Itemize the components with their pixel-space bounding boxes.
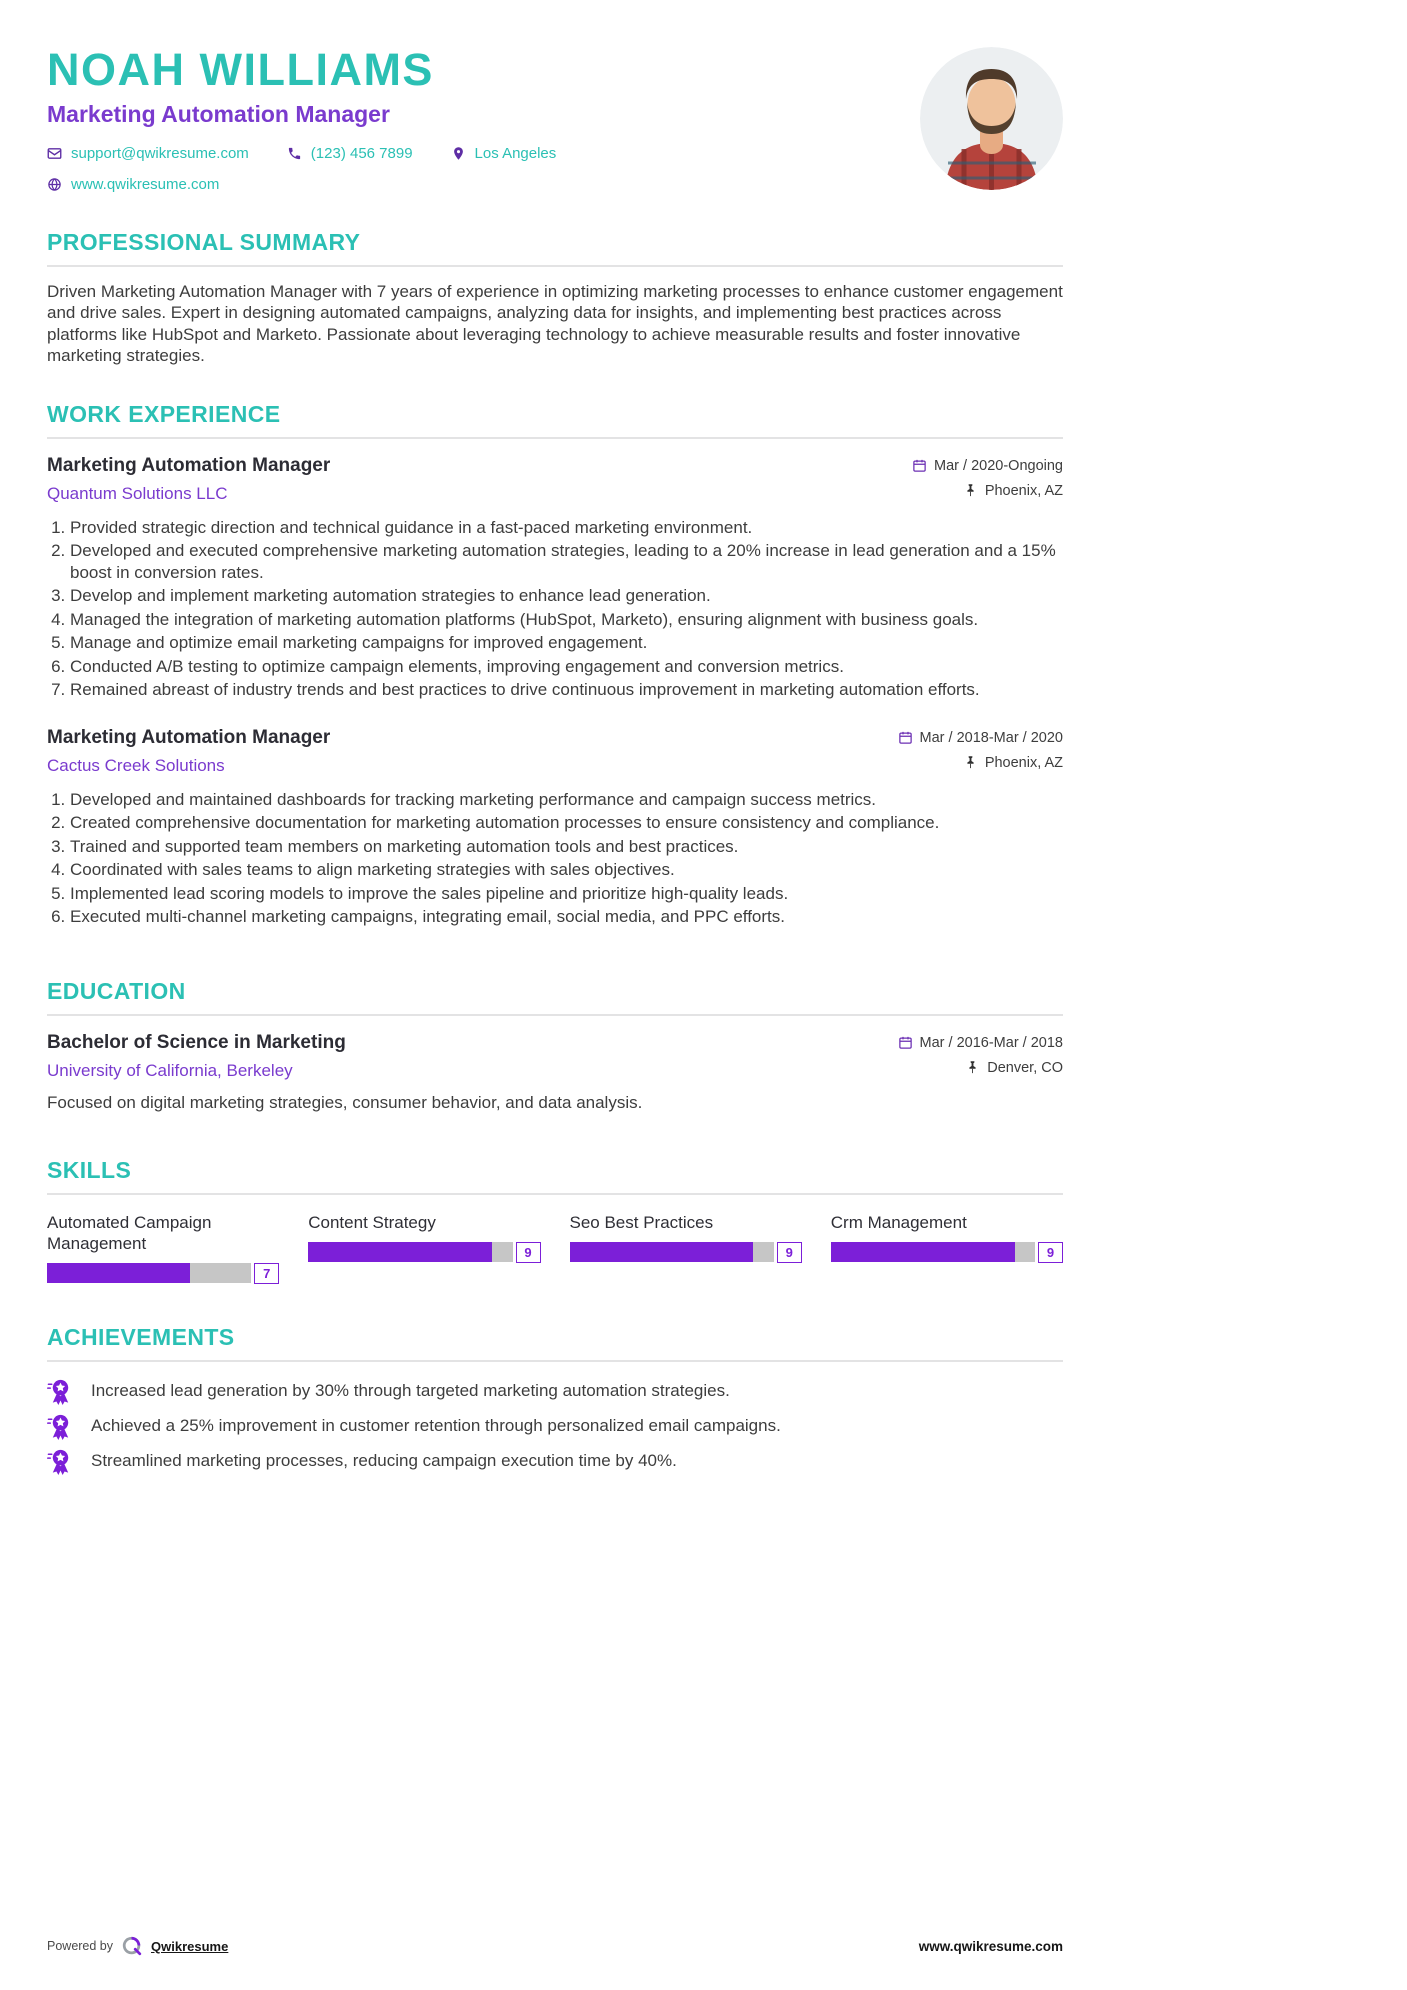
education-dates-text: Mar / 2016-Mar / 2018 [919, 1034, 1063, 1051]
award-badge-icon [47, 1378, 74, 1405]
website-link[interactable]: www.qwikresume.com [71, 175, 220, 193]
calendar-icon [912, 458, 927, 473]
section-divider [47, 265, 1063, 267]
contact-email [47, 145, 249, 162]
section-education [47, 978, 1063, 1113]
email-link[interactable]: support@qwikresume.com [71, 144, 249, 162]
skill-bar [308, 1242, 540, 1263]
job-meta [912, 455, 1063, 499]
job-bullets [47, 789, 1063, 928]
education-location [898, 1060, 1063, 1076]
experience-heading: WORK EXPERIENCE [47, 400, 281, 427]
phone-number: (123) 456 7899 [310, 144, 413, 162]
bullet-item: 6. Conducted A/B testing to optimize campaign elements, improving engagement and conversion metrics. [70, 656, 1063, 678]
bullet-item: 2. Developed and executed comprehensive marketing automation strategies, leading to a 20% increase in lead generation and a 15% boost in conversion rates. [70, 540, 1063, 583]
education-dates [898, 1035, 1063, 1051]
achievement-text: Streamlined marketing processes, reducing campaign execution time by 40%. [91, 1451, 677, 1471]
education-description: Focused on digital marketing strategies, consumer behavior, and data analysis. [47, 1092, 643, 1112]
bullet-item: 5. Implemented lead scoring models to improve the sales pipeline and prioritize high-quality leads. [70, 883, 1063, 905]
achievement-text: Achieved a 25% improvement in customer retention through personalized email campaigns. [91, 1416, 781, 1436]
job-dates-text: Mar / 2020-Ongoing [934, 457, 1063, 474]
achievement-item [47, 1448, 1063, 1475]
education-school: University of California, Berkeley [47, 1060, 293, 1080]
job-meta [898, 727, 1063, 771]
bullet-item: 4. Coordinated with sales teams to align marketing strategies with sales objectives. [70, 859, 1063, 881]
education-heading: EDUCATION [47, 977, 186, 1004]
section-divider [47, 1193, 1063, 1195]
bullet-item: 7. Remained abreast of industry trends and best practices to drive continuous improvement in marketing automation efforts. [70, 679, 1063, 701]
skill-fill [831, 1242, 1015, 1262]
bullet-item: 1. Provided strategic direction and technical guidance in a fast-paced marketing environment. [70, 517, 1063, 539]
contact-line-secondary [47, 176, 556, 193]
education-location-text: Denver, CO [987, 1059, 1063, 1076]
person-name: NOAH WILLIAMS [47, 44, 434, 95]
summary-heading: PROFESSIONAL SUMMARY [47, 228, 361, 255]
skill-fill [570, 1242, 754, 1262]
skill-name: Automated Campaign Management [47, 1212, 212, 1253]
skills-heading: SKILLS [47, 1156, 132, 1183]
education-identity [47, 1032, 346, 1081]
section-achievements [47, 1324, 1063, 1475]
skill-item [831, 1212, 1063, 1284]
achievement-item [47, 1378, 1063, 1405]
job-identity [47, 455, 330, 504]
bullet-item: 3. Trained and supported team members on marketing automation tools and best practices. [70, 836, 1063, 858]
footer-branding [47, 1935, 228, 1957]
resume-header [47, 46, 1063, 193]
job-dates-text: Mar / 2018-Mar / 2020 [919, 729, 1063, 746]
skill-score: 9 [1038, 1242, 1063, 1263]
skill-name: Seo Best Practices [569, 1212, 714, 1232]
job-header [47, 727, 1063, 776]
summary-text: Driven Marketing Automation Manager with 7 years of experience in optimizing marketing processes to enhance customer engagement and drive sales. Expert in designing automated campaigns, analyzing data for insights, and implementing best practices across platforms like HubSpot and Marketo. Passionate about leveraging technology to achieve measurable results and foster innovative marketing strategies. [47, 281, 1063, 366]
skill-bar [47, 1263, 279, 1284]
job-location-text: Phoenix, AZ [984, 482, 1063, 499]
bullet-item: 4. Managed the integration of marketing automation platforms (HubSpot, Marketo), ensuring alignment with business goals. [70, 609, 1063, 631]
award-badge-icon [47, 1448, 74, 1475]
powered-by-label: Powered by [47, 1939, 114, 1953]
skills-grid [47, 1212, 1063, 1284]
job-entry [47, 455, 1063, 701]
education-meta [898, 1032, 1063, 1076]
skill-item [47, 1212, 279, 1284]
bullet-item: 5. Manage and optimize email marketing campaigns for improved engagement. [70, 632, 1063, 654]
skill-score: 9 [777, 1242, 802, 1263]
skill-name: Content Strategy [308, 1212, 436, 1232]
pushpin-icon [963, 755, 978, 770]
education-entry [47, 1032, 1063, 1081]
contact-location [451, 145, 557, 162]
section-divider [47, 1360, 1063, 1362]
skill-score: 7 [254, 1263, 279, 1284]
phone-icon [287, 146, 302, 161]
skill-track [308, 1242, 512, 1262]
job-identity [47, 727, 330, 776]
skill-item [570, 1212, 802, 1284]
calendar-icon [898, 1035, 913, 1050]
envelope-icon [47, 146, 62, 161]
job-dates [898, 730, 1063, 746]
section-divider [47, 1014, 1063, 1016]
section-divider [47, 437, 1063, 439]
section-work-experience [47, 401, 1063, 928]
skill-track [570, 1242, 774, 1262]
section-skills [47, 1157, 1063, 1284]
profile-photo [920, 47, 1063, 190]
bullet-item: 6. Executed multi-channel marketing campaigns, integrating email, social media, and PPC efforts. [70, 906, 1063, 928]
skill-fill [47, 1263, 190, 1283]
calendar-icon [898, 730, 913, 745]
qwikresume-logo [121, 1935, 143, 1957]
job-entry [47, 727, 1063, 928]
person-title: Marketing Automation Manager [47, 100, 390, 127]
header-identity [47, 46, 556, 193]
job-location-text: Phoenix, AZ [984, 754, 1063, 771]
skill-item [308, 1212, 540, 1284]
section-professional-summary [47, 229, 1063, 367]
job-title: Marketing Automation Manager [47, 726, 331, 748]
award-badge-icon [47, 1413, 74, 1440]
achievement-text: Increased lead generation by 30% through targeted marketing automation strategies. [91, 1381, 730, 1401]
job-company: Cactus Creek Solutions [47, 755, 225, 775]
pushpin-icon [963, 483, 978, 498]
achievement-item [47, 1413, 1063, 1440]
location-text: Los Angeles [474, 144, 557, 162]
skill-track [831, 1242, 1035, 1262]
map-pin-icon [451, 146, 466, 161]
skill-fill [308, 1242, 492, 1262]
bullet-item: 2. Created comprehensive documentation for marketing automation processes to ensure consistency and compliance. [70, 812, 1063, 834]
job-header [47, 455, 1063, 504]
contact-line-primary [47, 145, 556, 162]
job-dates [912, 458, 1063, 474]
job-bullets [47, 517, 1063, 701]
skill-score: 9 [516, 1242, 541, 1263]
bullet-item: 3. Develop and implement marketing automation strategies to enhance lead generation. [70, 585, 1063, 607]
job-location [912, 483, 1063, 499]
skill-track [47, 1263, 251, 1283]
globe-icon [47, 177, 62, 192]
skill-bar [831, 1242, 1063, 1263]
contact-website [47, 176, 219, 193]
skill-bar [570, 1242, 802, 1263]
achievements-heading: ACHIEVEMENTS [47, 1323, 235, 1350]
page-footer [47, 1935, 1063, 1957]
qwikresume-link[interactable]: Qwikresume [151, 1938, 229, 1954]
job-title: Marketing Automation Manager [47, 454, 331, 476]
contact-phone [287, 145, 413, 162]
footer-website-link[interactable]: www.qwikresume.com [918, 1938, 1063, 1954]
skill-name: Crm Management [830, 1212, 967, 1232]
achievements-list [47, 1378, 1063, 1475]
pushpin-icon [965, 1060, 980, 1075]
education-degree: Bachelor of Science in Marketing [47, 1031, 346, 1053]
bullet-item: 1. Developed and maintained dashboards for tracking marketing performance and campaign success metrics. [70, 789, 1063, 811]
job-location [898, 755, 1063, 771]
job-company: Quantum Solutions LLC [47, 483, 228, 503]
avatar-illustration [920, 47, 1063, 190]
